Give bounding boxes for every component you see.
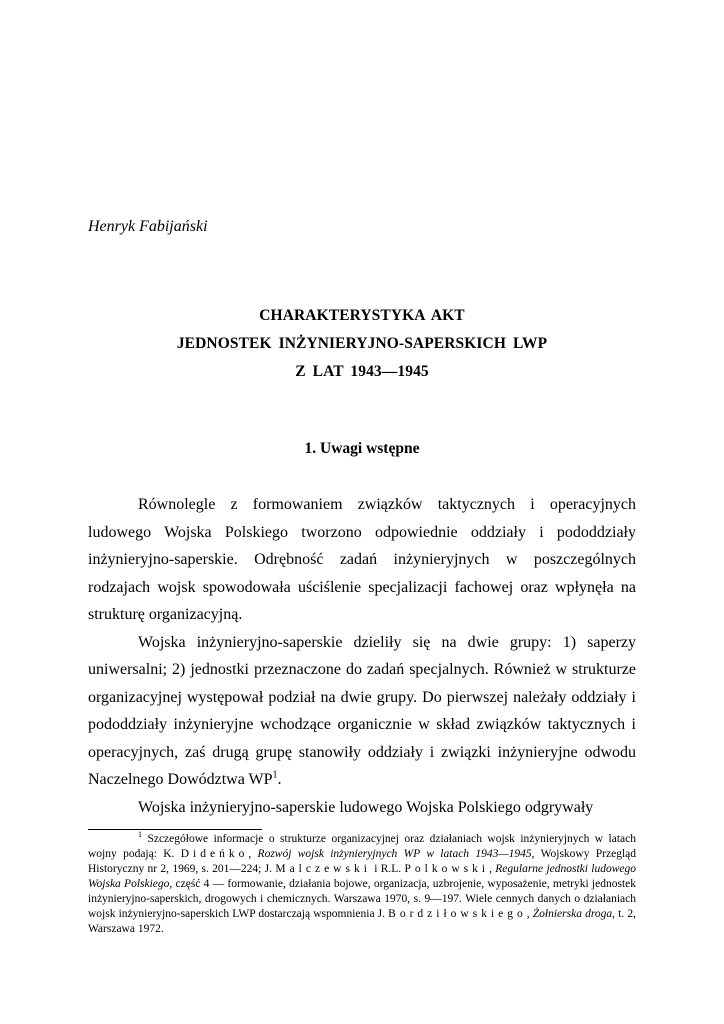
footnote-text: , część 4 — formowanie, działania bojowe, organizacja, uzbrojenie, wyposażenie, metryki jednostek inżynieryjno-saperskich, drogowych i chemicznych. Warszawa 1970, s. 9—197. Wiele cennych danych o działaniach wojsk inżynieryjno-saperskich LWP dostarczają wspomnienia J. (88, 878, 636, 920)
footnote-author: Malczewski (275, 863, 371, 875)
paragraph-3: Wojska inżynieryjno-saperskie ludowego Wojska Polskiego odgrywały (138, 798, 594, 816)
footnote-work-title: Regularne jednostki ludowego Wojska Polskiego (88, 863, 637, 890)
footnote-author: Bordziłowskiego (388, 908, 527, 920)
footnote-reference[interactable]: 1 (272, 769, 278, 781)
footnote-text: , (248, 848, 258, 860)
body-text (88, 491, 636, 821)
author-name: Henryk Fabijański (88, 218, 208, 235)
title-line-3: Z LAT 1943—1945 (295, 363, 429, 380)
footnote-author: Dideńko (180, 848, 249, 860)
footnote-work-title: Rozwój wojsk inżynieryjnych WP w latach 1943—1945 (257, 848, 532, 860)
footnote-work-title: Żołnierska droga (532, 908, 613, 920)
footnote-separator (88, 829, 262, 830)
footnote-text: , (489, 863, 496, 875)
paragraph-2: Wojska inżynieryjno-saperskie dzieliły się na dwie grupy: 1) saperzy uniwersalni; 2) jednostki przeznaczone do zadań specjalnych. Również w strukturze organizacyjnej występował podział na dwie grupy. Do pierwszej należały oddziały i pododdziały inżynieryjne wchodzące organicznie w skład związków taktycznych i operacyjnych, zaś drugą grupę stanowiły oddziały i związki inżynieryjne odwodu Naczelnego Dowództwa $WP^1$. (88, 633, 636, 788)
footnote-author: Polkowski (404, 863, 490, 875)
footnote-text: , (526, 908, 533, 920)
footnote-text: Szczegółowe informacje o strukturze organizacyjnej oraz działaniach wojsk inżynieryjnych w latach wojny podają: K. (88, 833, 636, 860)
footnote-1 (88, 832, 636, 937)
paragraph-1: Równolegle z formowaniem związków taktycznych i operacyjnych ludowego Wojska Polskiego tworzono odpowiednie oddziały i pododdziały inżynieryjno-saperskie. Odrębność zadań inżynieryjnych w poszczególnych rodzajach wojsk spowodowała uściślenie specjalizacji fachowej oraz wpłynęła na strukturę organizacyjną. (88, 496, 636, 623)
section-heading: 1. Uwagi wstępne (304, 440, 420, 457)
paragraph-2-text: Wojska inżynieryjno-saperskie dzieliły się na dwie grupy: 1) saperzy uniwersalni; 2) jednostki przeznaczone do zadań specjalnych. Również w strukturze organizacyjnej występował podział na dwie grupy. Do pierwszej należały oddziały i pododdziały inżynieryjne wchodzące organicznie w skład związków taktycznych i operacyjnych, zaś drugą grupę stanowiły oddziały i związki inżynieryjne odwodu Naczelnego Dowództwa WP (88, 633, 636, 788)
footnote (88, 832, 636, 937)
footnote-text: , t. 2, Warszawa 1972. (88, 908, 636, 935)
footnote-marker: 1 (138, 830, 142, 840)
title-line-1: CHARAKTERYSTYKA AKT (259, 307, 465, 324)
footnote-text: i R.L. (370, 863, 405, 875)
article-title (88, 302, 636, 386)
footnote-text: , Wojskowy Przegląd Historyczny nr 2, 1969, s. 201—224; J. (88, 848, 637, 875)
title-line-2: JEDNOSTEK INŻYNIERYJNO-SAPERSKICH LWP (176, 335, 548, 352)
